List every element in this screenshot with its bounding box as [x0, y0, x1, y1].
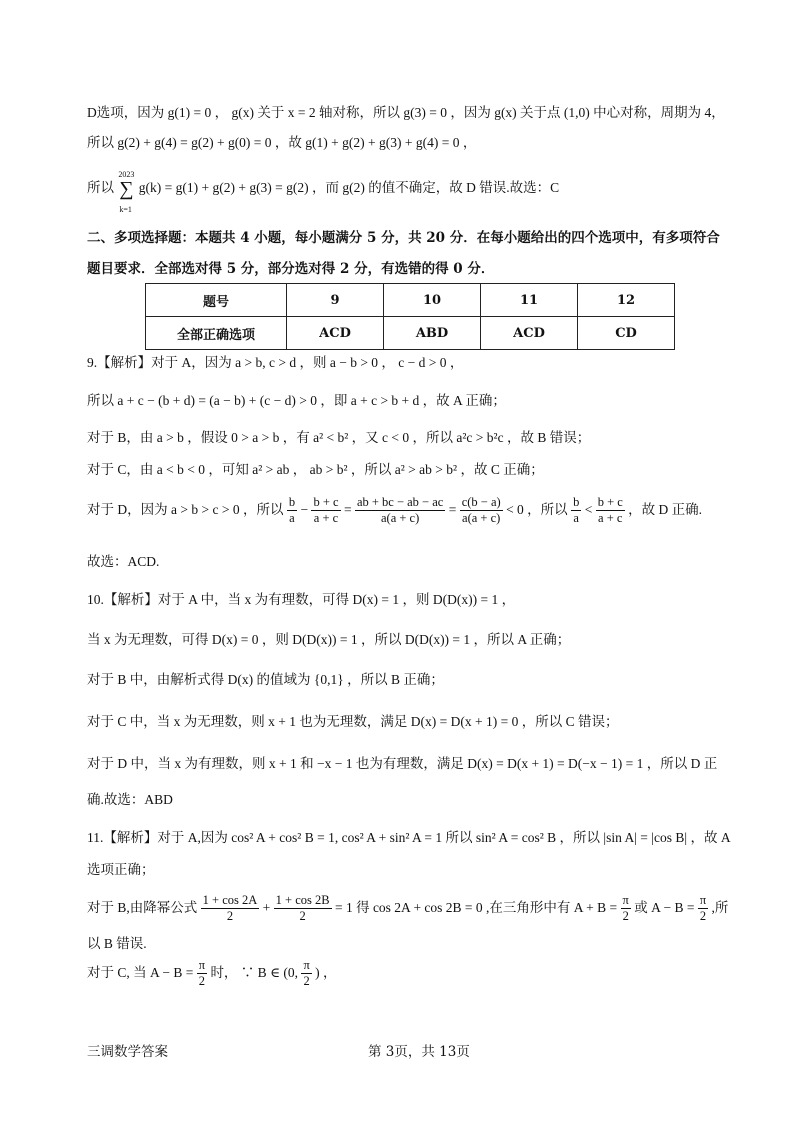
text-line: 当 x 为无理数，可得 D(x) = 0 ，则 D(D(x)) = 1 ，所以 D(D(x)) = 1 ，所以 A 正确； — [87, 632, 571, 647]
numerator: 1 + cos 2A — [202, 893, 258, 908]
denominator: a(a + c) — [462, 511, 501, 526]
operator-minus: − — [300, 502, 309, 517]
text-fragment: 或 A − B = — [634, 900, 695, 915]
numerator: π — [303, 958, 310, 973]
denominator: 2 — [299, 909, 306, 924]
denominator: a — [289, 511, 295, 526]
text-line: 确.故选：ABD — [87, 792, 173, 807]
table-cell: 题号 — [146, 284, 287, 317]
denominator: 2 — [622, 909, 629, 924]
numerator: 1 + cos 2B — [275, 893, 330, 908]
text-line: 11.【解析】对于 A,因为 cos² A + cos² B = 1, cos² A + sin² A = 1 所以 sin² A = cos² B ，所以 |sin A| = |cos B| ，故 A — [87, 830, 731, 845]
fraction — [201, 893, 260, 924]
text-line-fractions — [87, 958, 337, 989]
table-cell: 12 — [578, 284, 675, 317]
section-heading: 题目要求．全部选对得 5 分，部分选对得 2 分，有选错的得 0 分． — [87, 261, 495, 277]
text-fragment: ,所 — [711, 900, 729, 915]
denominator: a + c — [598, 511, 623, 526]
fraction — [287, 495, 297, 526]
numerator: b — [288, 495, 296, 510]
text-fragment: 所以 — [87, 180, 114, 195]
footer-left: 三调数学答案 — [87, 1044, 168, 1060]
fraction — [311, 495, 340, 526]
numerator: b + c — [313, 495, 339, 510]
fraction — [274, 893, 332, 924]
text-fragment: < 0 ，所以 — [506, 502, 568, 517]
numerator: π — [699, 893, 707, 908]
table-cell: ABD — [384, 317, 481, 350]
denominator: a — [573, 511, 579, 526]
table-row — [146, 284, 675, 317]
text-line: 9.【解析】对于 A，因为 a > b, c > d ，则 a − b > 0 ， c − d > 0 ， — [87, 355, 464, 370]
denominator: 2 — [699, 909, 707, 924]
text-fragment: 对于 B,由降幂公式 — [87, 900, 198, 915]
fraction — [301, 958, 311, 989]
text-fragment: ，故 D 正确. — [628, 502, 703, 517]
text-line: 对于 C，由 a < b < 0 ，可知 a² > ab ， ab > b² ，所以 a² > ab > b² ，故 C 正确； — [87, 462, 544, 477]
denominator: 2 — [303, 974, 310, 989]
table-cell: ACD — [481, 317, 578, 350]
text-line-sum — [87, 169, 560, 214]
fraction — [698, 893, 708, 924]
numerator: π — [198, 958, 206, 973]
numerator: b + c — [597, 495, 623, 510]
operator-equals: = — [448, 502, 457, 517]
numerator: ab + bc − ab − ac — [356, 495, 444, 510]
text-line: 所以 g(2) + g(4) = g(2) + g(0) = 0 ，故 g(1) + g(2) + g(3) + g(4) = 0 ， — [87, 135, 477, 150]
fraction — [355, 495, 445, 526]
text-line: 选项正确； — [87, 862, 155, 877]
summation-symbol: ∑ 2023 k=1 — [117, 179, 135, 199]
fraction — [197, 958, 207, 989]
text-fragment: g(k) = g(1) + g(2) + g(3) = g(2) ，而 g(2) 的值不确定，故 D 错误.故选：C — [138, 180, 560, 195]
operator-less: < — [584, 502, 593, 517]
text-line-fractions — [87, 495, 702, 526]
table-cell: 10 — [384, 284, 481, 317]
operator-equals: = — [343, 502, 352, 517]
text-line: 所以 a + c − (b + d) = (a − b) + (c − d) > 0 ，即 a + c > b + d ，故 A 正确； — [87, 393, 506, 408]
table-cell: 11 — [481, 284, 578, 317]
text-line: D选项，因为 g(1) = 0 ， g(x) 关于 x = 2 轴对称，所以 g(3) = 0 ，因为 g(x) 关于点 (1,0) 中心对称，周期为 4， — [87, 105, 725, 120]
text-line: 故选：ACD. — [87, 554, 160, 569]
table-cell: 全部正确选项 — [146, 317, 287, 350]
answer-table — [145, 283, 675, 350]
sum-upper: 2023 — [118, 169, 135, 179]
denominator: 2 — [198, 974, 206, 989]
fraction — [571, 495, 581, 526]
text-line: 对于 D 中，当 x 为有理数，则 x + 1 和 −x − 1 也为有理数，满足 D(x) = D(x + 1) = D(−x − 1) = 1 ，所以 D 正 — [87, 756, 718, 771]
table-row — [146, 317, 675, 350]
numerator: c(b − a) — [461, 495, 501, 510]
table-cell: ACD — [287, 317, 384, 350]
text-fragment: 时， ∵ B ∈ (0, — [210, 965, 299, 980]
section-heading: 二、多项选择题：本题共 4 小题，每小题满分 5 分，共 20 分．在每小题给出的四个选项中，有多项符合 — [87, 230, 720, 246]
text-fragment: 对于 D，因为 a > b > c > 0 ，所以 — [87, 502, 284, 517]
text-fragment: 对于 C, 当 A − B = — [87, 965, 194, 980]
text-fragment: = 1 得 cos 2A + cos 2B = 0 ,在三角形中有 A + B = — [334, 900, 618, 915]
fraction — [621, 893, 631, 924]
text-line: 对于 B 中，由解析式得 D(x) 的值域为 {0,1} ，所以 B 正确； — [87, 672, 444, 687]
denominator: 2 — [226, 909, 234, 924]
numerator: π — [622, 893, 629, 908]
table-cell: CD — [578, 317, 675, 350]
numerator: b — [573, 495, 580, 510]
text-line: 对于 B，由 a > b ，假设 0 > a > b ，有 a² < b² ，又 c < 0 ，所以 a²c > b²c ，故 B 错误； — [87, 430, 591, 445]
denominator: a + c — [313, 511, 339, 526]
text-line-fractions — [87, 893, 728, 924]
denominator: a(a + c) — [380, 511, 420, 526]
footer-page-number: 第 3页，共 13页 — [368, 1044, 470, 1060]
operator-plus: + — [262, 900, 271, 915]
text-fragment: ) ， — [315, 965, 337, 980]
sum-lower: k=1 — [119, 204, 132, 214]
text-line: 10.【解析】对于 A 中，当 x 为有理数，可得 D(x) = 1 ，则 D(D(x)) = 1 ， — [87, 592, 516, 607]
text-line: 以 B 错误. — [87, 936, 147, 951]
table-cell: 9 — [287, 284, 384, 317]
fraction — [460, 495, 503, 526]
text-line: 对于 C 中，当 x 为无理数，则 x + 1 也为无理数，满足 D(x) = D(x + 1) = 0 ，所以 C 错误； — [87, 714, 619, 729]
fraction — [596, 495, 625, 526]
